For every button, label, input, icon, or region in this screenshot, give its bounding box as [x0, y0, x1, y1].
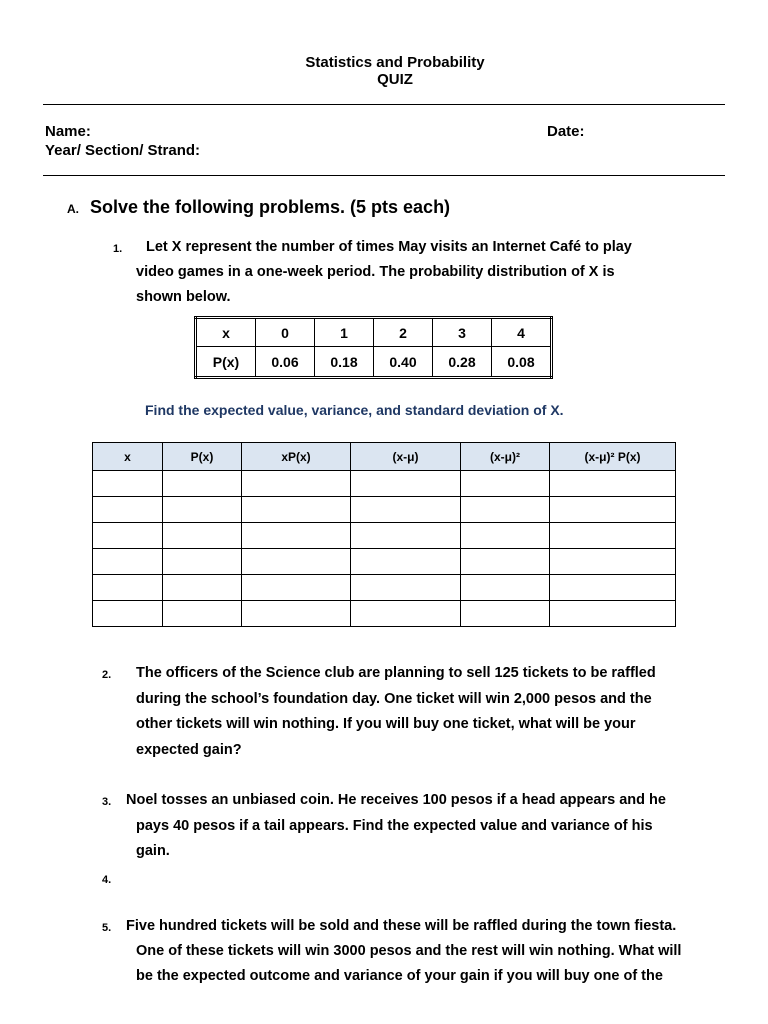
px-value-cell: 0.06 — [256, 347, 315, 378]
problem-3-line-3: gain. — [136, 843, 170, 859]
empty-answer-cell[interactable] — [93, 471, 163, 497]
empty-answer-cell[interactable] — [461, 575, 550, 601]
problem-2-line-3: other tickets will win nothing. If you will buy one ticket, what will be your — [136, 716, 636, 732]
x-value-cell: 2 — [374, 318, 433, 347]
problem-1-line-3: shown below. — [136, 289, 231, 305]
problem-5-line-2: One of these tickets will win 3000 pesos and the rest will win nothing. What will — [136, 943, 682, 959]
section-heading: Solve the following problems. (5 pts each) — [90, 197, 451, 217]
empty-answer-cell[interactable] — [351, 523, 461, 549]
empty-answer-cell[interactable] — [93, 549, 163, 575]
x-value-cell: 0 — [256, 318, 315, 347]
table-row — [196, 347, 552, 378]
empty-answer-cell[interactable] — [550, 575, 676, 601]
px-header-cell: P(x) — [196, 347, 256, 378]
empty-answer-cell[interactable] — [163, 575, 242, 601]
top-divider — [43, 104, 725, 105]
empty-answer-cell[interactable] — [242, 575, 351, 601]
px-value-cell: 0.40 — [374, 347, 433, 378]
empty-answer-cell[interactable] — [163, 471, 242, 497]
x-header-cell: x — [196, 318, 256, 347]
px-value-cell: 0.28 — [433, 347, 492, 378]
problem-2-number: 2. — [102, 669, 112, 681]
empty-answer-cell[interactable] — [550, 523, 676, 549]
table-row — [93, 549, 676, 575]
empty-answer-cell[interactable] — [242, 523, 351, 549]
empty-answer-cell[interactable] — [351, 575, 461, 601]
empty-answer-cell[interactable] — [351, 601, 461, 627]
column-header: x — [93, 443, 163, 471]
section-letter: A. — [67, 202, 79, 216]
px-value-cell: 0.18 — [315, 347, 374, 378]
problem-5-number: 5. — [102, 922, 112, 934]
empty-answer-cell[interactable] — [461, 497, 550, 523]
empty-answer-cell[interactable] — [93, 497, 163, 523]
px-value-cell: 0.08 — [492, 347, 552, 378]
x-value-cell: 4 — [492, 318, 552, 347]
x-value-cell: 1 — [315, 318, 374, 347]
computation-table — [92, 442, 676, 627]
x-value-cell: 3 — [433, 318, 492, 347]
problem-3-line-2: pays 40 pesos if a tail appears. Find the expected value and variance of his — [136, 818, 653, 834]
table-row — [93, 471, 676, 497]
table-row — [93, 601, 676, 627]
empty-answer-cell[interactable] — [242, 471, 351, 497]
date-label: Date: — [547, 123, 585, 140]
problem-5-line-3: be the expected outcome and variance of your gain if you will buy one of the — [136, 968, 663, 984]
empty-answer-cell[interactable] — [461, 549, 550, 575]
problem-1-number: 1. — [113, 243, 123, 255]
empty-answer-cell[interactable] — [550, 497, 676, 523]
year-section-strand-label: Year/ Section/ Strand: — [45, 142, 201, 159]
problem-1-line-2: video games in a one-week period. The probability distribution of X is — [136, 264, 615, 280]
column-header: (x-μ)² P(x) — [550, 443, 676, 471]
empty-answer-cell[interactable] — [461, 523, 550, 549]
column-header: (x-μ) — [351, 443, 461, 471]
problem-1-instruction: Find the expected value, variance, and standard deviation of X. — [145, 402, 564, 418]
empty-answer-cell[interactable] — [461, 601, 550, 627]
column-header: (x-μ)² — [461, 443, 550, 471]
empty-answer-cell[interactable] — [93, 523, 163, 549]
empty-answer-cell[interactable] — [163, 523, 242, 549]
empty-answer-cell[interactable] — [351, 497, 461, 523]
table-header-row — [93, 443, 676, 471]
empty-answer-cell[interactable] — [242, 601, 351, 627]
column-header: xP(x) — [242, 443, 351, 471]
name-label: Name: — [45, 123, 91, 140]
empty-answer-cell[interactable] — [93, 601, 163, 627]
column-header: P(x) — [163, 443, 242, 471]
table-row — [93, 575, 676, 601]
empty-answer-cell[interactable] — [351, 549, 461, 575]
empty-answer-cell[interactable] — [242, 549, 351, 575]
empty-answer-cell[interactable] — [351, 471, 461, 497]
empty-answer-cell[interactable] — [242, 497, 351, 523]
problem-3-line-1: Noel tosses an unbiased coin. He receives 100 pesos if a head appears and he — [126, 792, 666, 808]
empty-answer-cell[interactable] — [163, 549, 242, 575]
table-row — [196, 318, 552, 347]
problem-2-line-4: expected gain? — [136, 742, 242, 758]
problem-3-number: 3. — [102, 796, 112, 808]
bottom-divider — [43, 175, 725, 176]
empty-answer-cell[interactable] — [461, 471, 550, 497]
empty-answer-cell[interactable] — [163, 601, 242, 627]
problem-4-number: 4. — [102, 874, 112, 886]
problem-2-line-2: during the school’s foundation day. One ticket will win 2,000 pesos and the — [136, 691, 652, 707]
table-row — [93, 497, 676, 523]
quiz-subtitle: QUIZ — [377, 71, 413, 88]
table-row — [93, 523, 676, 549]
probability-distribution-table — [194, 316, 553, 379]
problem-2-line-1: The officers of the Science club are planning to sell 125 tickets to be raffled — [136, 665, 656, 681]
empty-answer-cell[interactable] — [163, 497, 242, 523]
empty-answer-cell[interactable] — [550, 471, 676, 497]
empty-answer-cell[interactable] — [550, 601, 676, 627]
problem-1-line-1: Let X represent the number of times May visits an Internet Café to play — [146, 239, 632, 255]
empty-answer-cell[interactable] — [93, 575, 163, 601]
quiz-title: Statistics and Probability — [305, 54, 485, 71]
problem-5-line-1: Five hundred tickets will be sold and these will be raffled during the town fiesta. — [126, 918, 677, 934]
empty-answer-cell[interactable] — [550, 549, 676, 575]
